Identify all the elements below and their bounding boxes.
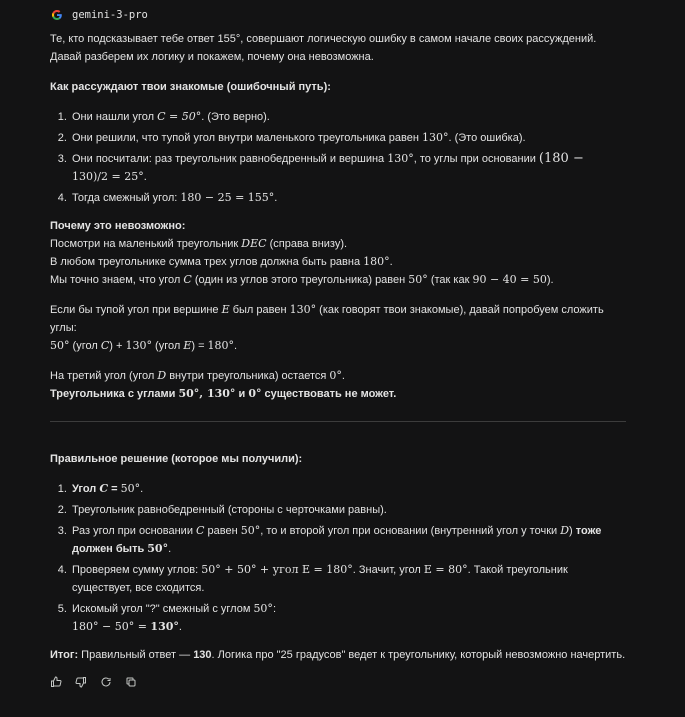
thumbs-up-icon: [50, 676, 62, 688]
wrong-list: [50, 108, 630, 207]
why-heading: Почему это невозможно:: [50, 220, 186, 232]
intro-text: Те, кто подсказывает тебе ответ 155°, совершают логическую ошибку в самом начале своих рассуждений. Давай разберем их логику и покажем, почему она невозможна.: [50, 33, 597, 63]
wrong-heading: Как рассуждают твои знакомые (ошибочный путь):: [50, 81, 331, 93]
list-item: 4. Проверяем сумму углов: 50° + 50° + угол E = 180°. Значит, угол E = 80°. Такой треугольник существует, все сходится.: [70, 561, 630, 597]
list-item: 1. Они нашли угол C = 50°. (Это верно).: [70, 108, 630, 126]
third-block: На третий угол (угол D внутри треугольника) остается 0°. Треугольника с углами 50°, 130° и 0° существовать не может.: [50, 369, 397, 400]
right-heading: Правильное решение (которое мы получили):: [50, 453, 303, 465]
response-actions: [50, 676, 630, 688]
list-item: 3. Раз угол при основании C равен 50°, то и второй угол при основании (внутренний угол у точки D) тоже должен быть 50°.: [70, 522, 630, 558]
gemini-logo-icon: [51, 9, 63, 21]
list-item: 5. Искомый угол "?" смежный с углом 50°: 180° − 50° = 130°.: [70, 600, 630, 636]
refresh-icon: [100, 676, 112, 688]
copy-icon: [125, 676, 137, 688]
right-list: [50, 480, 630, 636]
list-item: 1. Угол C = 50°.: [70, 480, 630, 498]
divider: [50, 421, 626, 422]
final-block: Итог: Правильный ответ — 130. Логика про "25 градусов" ведет к треугольнику, который невозможно начертить.: [50, 649, 626, 661]
thumbs-down-button[interactable]: [75, 676, 87, 688]
if-block: Если бы тупой угол при вершине E был равен 130° (как говорят твои знакомые), давай попробуем сложить углы: 50° (угол C) + 130° (угол E) = 180°.: [50, 303, 604, 352]
regenerate-button[interactable]: [100, 676, 112, 688]
thumbs-up-button[interactable]: [50, 676, 62, 688]
copy-button[interactable]: [125, 676, 137, 688]
list-item: 3. Они посчитали: раз треугольник равнобедренный и вершина 130°, то углы при основании (180 − 130)/2 = 25°.: [70, 150, 630, 186]
thumbs-down-icon: [75, 676, 87, 688]
why-block: Почему это невозможно: Посмотри на маленький треугольник DEC (справа внизу). В любом треугольнике сумма трех углов должна быть равна 180°. Мы точно знаем, что угол C (один из углов этого треугольника) равен 50° (так как 90 − 40 = 50).: [50, 217, 630, 289]
model-name: gemini-3-pro: [72, 9, 148, 21]
list-item: 4. Тогда смежный угол: 180 − 25 = 155°.: [70, 189, 630, 207]
response-header: [51, 6, 630, 24]
list-item: 2. Они решили, что тупой угол внутри маленького треугольника равен 130°. (Это ошибка).: [70, 129, 630, 147]
list-item: 2. Треугольник равнобедренный (стороны с черточками равны).: [70, 501, 630, 519]
